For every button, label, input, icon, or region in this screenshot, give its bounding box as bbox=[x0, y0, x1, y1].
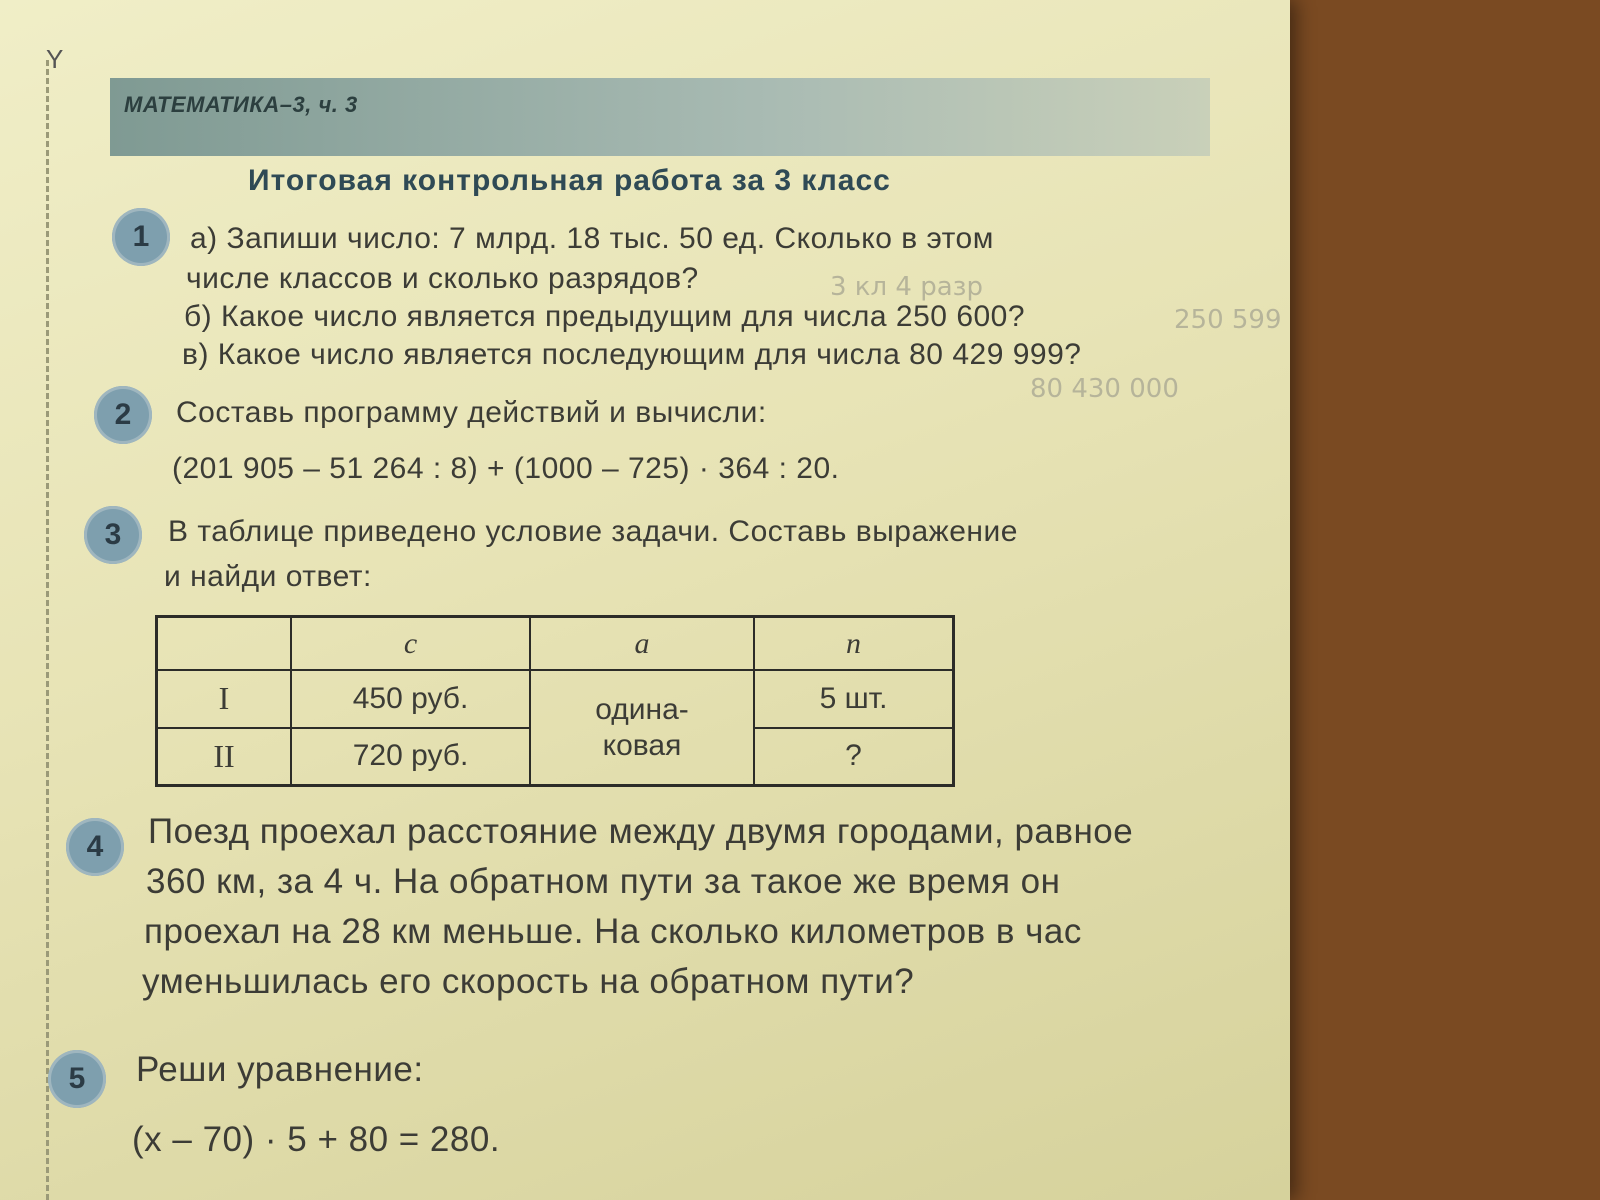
page-title: Итоговая контрольная работа за 3 класс bbox=[248, 164, 891, 197]
task-1-line-3: б) Какое число является предыдущим для числа 250 600? bbox=[184, 300, 1026, 333]
table-header-empty bbox=[157, 617, 292, 671]
table-header-row bbox=[157, 617, 954, 671]
task-number-5: 5 bbox=[48, 1050, 106, 1108]
table-row bbox=[157, 670, 954, 727]
task-number-2: 2 bbox=[94, 386, 152, 444]
table-cell-c: 450 руб. bbox=[291, 670, 530, 727]
task-1-line-1: а) Запиши число: 7 млрд. 18 тыс. 50 ед. Сколько в этом bbox=[190, 222, 994, 255]
task-number-3: 3 bbox=[84, 506, 142, 564]
task-4-line-2: 360 км, за 4 ч. На обратном пути за такое же время он bbox=[146, 862, 1061, 901]
table-row-label: II bbox=[157, 728, 292, 786]
pencil-note-previous: 250 599 bbox=[1174, 305, 1282, 335]
task-2-expression: (201 905 – 51 264 : 8) + (1000 – 725) · 364 : 20. bbox=[172, 452, 840, 485]
table-cell-c: 720 руб. bbox=[291, 728, 530, 786]
task-5-equation: (x – 70) · 5 + 80 = 280. bbox=[132, 1120, 501, 1159]
header-band bbox=[110, 78, 1210, 156]
page-margin-line bbox=[46, 60, 49, 1200]
pencil-note-classes: 3 кл 4 разр bbox=[830, 272, 983, 302]
task-number-4: 4 bbox=[66, 818, 124, 876]
condition-table bbox=[155, 615, 955, 787]
table-header-c: c bbox=[291, 617, 530, 671]
task-4-line-4: уменьшилась его скорость на обратном пути? bbox=[142, 962, 915, 1001]
task-3-line-2: и найди ответ: bbox=[164, 560, 372, 593]
table-row-label: I bbox=[157, 670, 292, 727]
table-cell-n: ? bbox=[754, 728, 954, 786]
pencil-note-next: 80 430 000 bbox=[1030, 374, 1179, 404]
task-number-1: 1 bbox=[112, 208, 170, 266]
table-cell-a-merged: одина- ковая bbox=[530, 670, 754, 785]
task-2-line-1: Составь программу действий и вычисли: bbox=[176, 396, 767, 429]
task-3-line-1: В таблице приведено условие задачи. Составь выражение bbox=[168, 515, 1018, 548]
corner-mark: Y bbox=[46, 44, 64, 74]
book-title: МАТЕМАТИКА–3, ч. 3 bbox=[124, 92, 358, 117]
table-header-n: n bbox=[754, 617, 954, 671]
task-1-line-2: числе классов и сколько разрядов? bbox=[186, 262, 699, 295]
task-5-line-1: Реши уравнение: bbox=[136, 1050, 424, 1089]
table-header-a: a bbox=[530, 617, 754, 671]
table-cell-n: 5 шт. bbox=[754, 670, 954, 727]
task-4-line-3: проехал на 28 км меньше. На сколько километров в час bbox=[144, 912, 1082, 951]
task-4-line-1: Поезд проехал расстояние между двумя городами, равное bbox=[148, 812, 1134, 851]
task-1-line-4: в) Какое число является последующим для числа 80 429 999? bbox=[182, 338, 1082, 371]
